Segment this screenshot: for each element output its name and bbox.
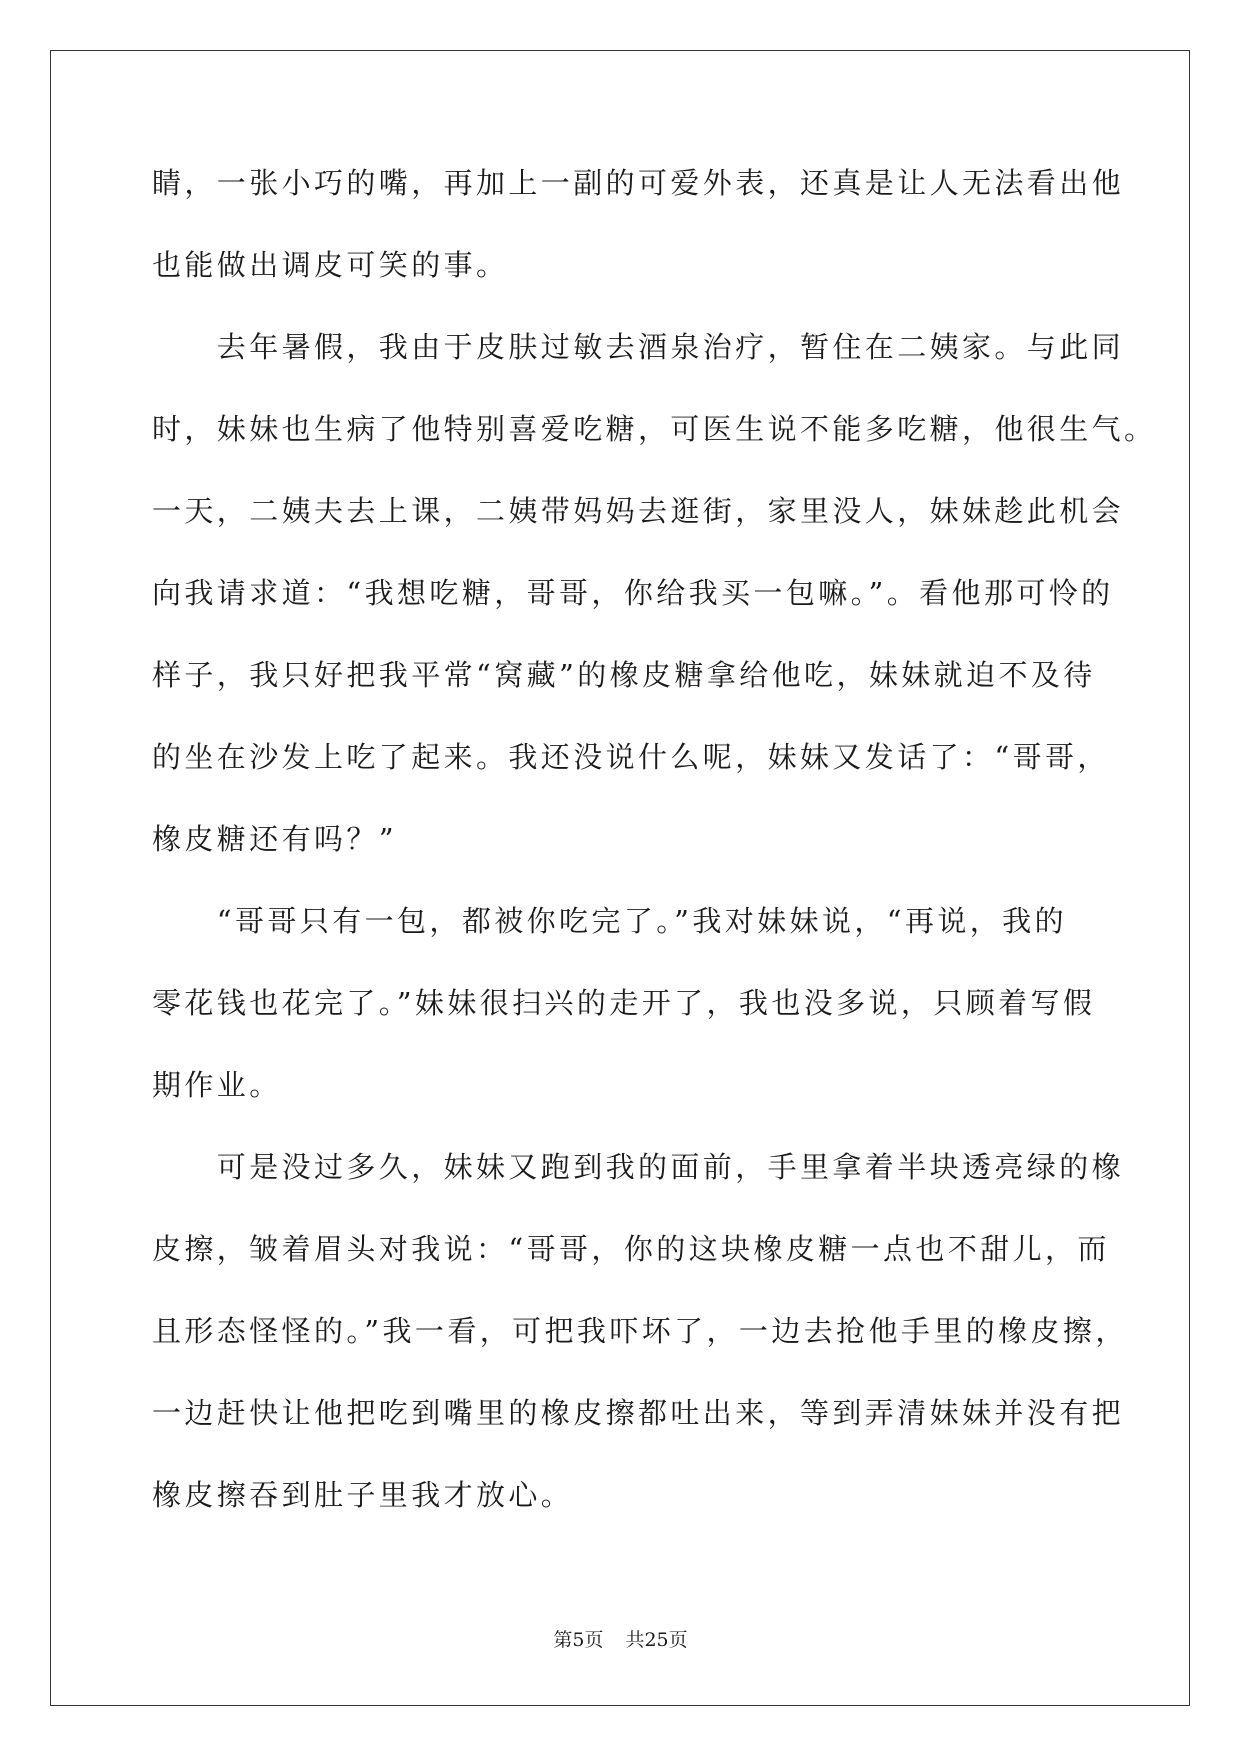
text-line: 橡皮糖还有吗？”: [152, 822, 398, 856]
document-body: [152, 158, 1157, 1552]
page-number: 第5页: [553, 1629, 604, 1651]
text-line: 睛，一张小巧的嘴，再加上一副的可爱外表，还真是让人无法看出他: [152, 166, 1125, 200]
text-line: 且形态怪怪的。”我一看，可把我吓坏了，一边去抢他手里的橡皮擦，: [152, 1314, 1128, 1348]
text-line: 期作业。: [152, 1068, 282, 1102]
text-line: 零花钱也花完了。”妹妹很扫兴的走开了，我也没多说，只顾着写假: [152, 986, 1096, 1020]
page-total: 共25页: [625, 1629, 688, 1651]
text-line: 样子，我只好把我平常“窝藏”的橡皮糖拿给他吃，妹妹就迫不及待: [152, 658, 1096, 692]
page-footer: [0, 1625, 1241, 1652]
text-line: 也能做出调皮可笑的事。: [152, 248, 509, 282]
text-line: 一边赶快让他把吃到嘴里的橡皮擦都吐出来，等到弄清妹妹并没有把: [152, 1396, 1125, 1430]
text-line: 向我请求道：“我想吃糖，哥哥，你给我买一包嘛。”。看他那可怜的: [152, 576, 1114, 610]
text-line: 可是没过多久，妹妹又跑到我的面前，手里拿着半块透亮绿的橡: [152, 1150, 1125, 1184]
text-line: 一天，二姨夫去上课，二姨带妈妈去逛街，家里没人，妹妹趁此机会: [152, 494, 1125, 528]
text-line: 橡皮擦吞到肚子里我才放心。: [152, 1478, 574, 1512]
text-line: 时，妹妹也生病了他特别喜爱吃糖，可医生说不能多吃糖，他很生气。: [152, 412, 1157, 446]
text-line: 皮擦，皱着眉头对我说：“哥哥，你的这块橡皮糖一点也不甜儿，而: [152, 1232, 1110, 1266]
text-line: 的坐在沙发上吃了起来。我还没说什么呢，妹妹又发话了：“哥哥，: [152, 740, 1110, 774]
text-line: 去年暑假，我由于皮肤过敏去酒泉治疗，暂住在二姨家。与此同: [152, 330, 1125, 364]
text-line: “哥哥只有一包，都被你吃完了。”我对妹妹说，“再说，我的: [152, 904, 1067, 938]
